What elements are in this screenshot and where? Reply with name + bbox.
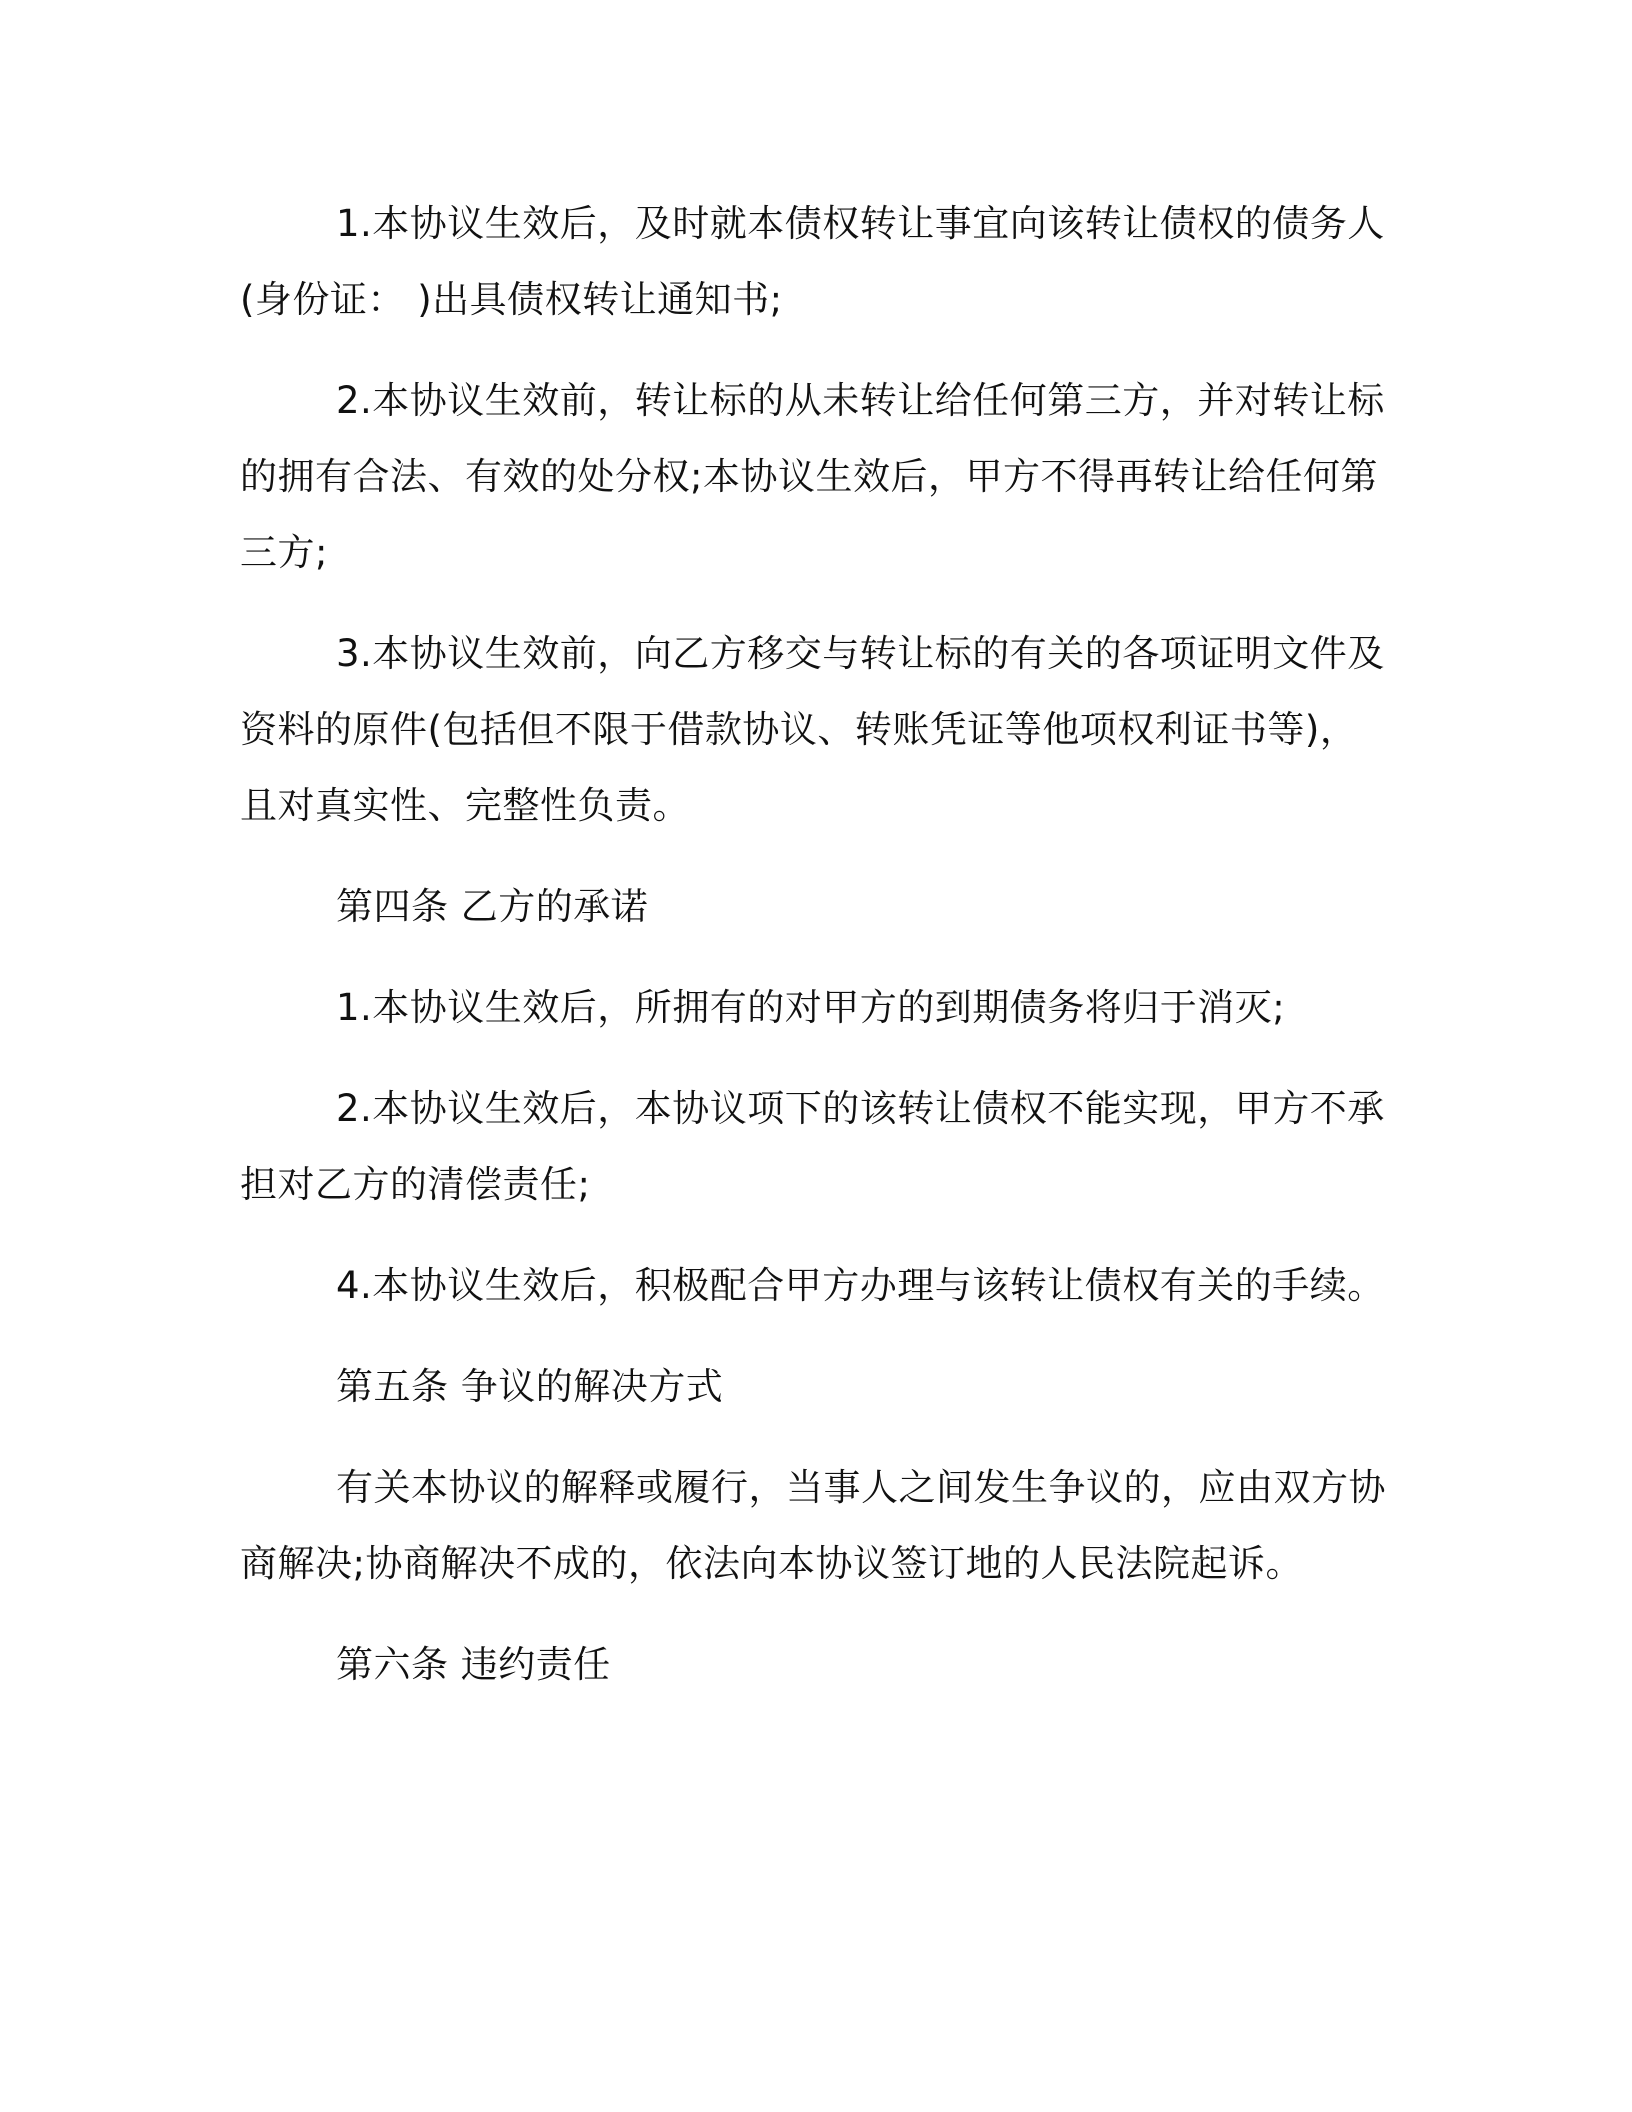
clause-paragraph: 3.本协议生效前，向乙方移交与转让标的有关的各项证明文件及资料的原件(包括但不限于借款协议、转账凭证等他项权利证书等)，且对真实性、完整性负责。 bbox=[240, 632, 1385, 827]
document-body bbox=[240, 186, 1390, 1728]
section-heading: 第六条 违约责任 bbox=[336, 1643, 611, 1686]
clause-paragraph: 1.本协议生效后，及时就本债权转让事宜向该转让债权的债务人(身份证： )出具债权转让通知书; bbox=[240, 202, 1385, 321]
clause-paragraph: 2.本协议生效后，本协议项下的该转让债权不能实现，甲方不承担对乙方的清偿责任; bbox=[240, 1087, 1385, 1206]
clause-paragraph: 2.本协议生效前，转让标的从未转让给任何第三方，并对转让标的拥有合法、有效的处分权;本协议生效后，甲方不得再转让给任何第三方; bbox=[240, 379, 1385, 574]
clause-paragraph: 有关本协议的解释或履行，当事人之间发生争议的，应由双方协商解决;协商解决不成的，依法向本协议签订地的人民法院起诉。 bbox=[240, 1466, 1386, 1585]
clause-paragraph: 4.本协议生效后，积极配合甲方办理与该转让债权有关的手续。 bbox=[336, 1264, 1385, 1307]
section-heading: 第四条 乙方的承诺 bbox=[336, 885, 649, 928]
clause-paragraph: 1.本协议生效后，所拥有的对甲方的到期债务将归于消灭; bbox=[336, 986, 1286, 1029]
section-heading: 第五条 争议的解决方式 bbox=[336, 1365, 724, 1408]
